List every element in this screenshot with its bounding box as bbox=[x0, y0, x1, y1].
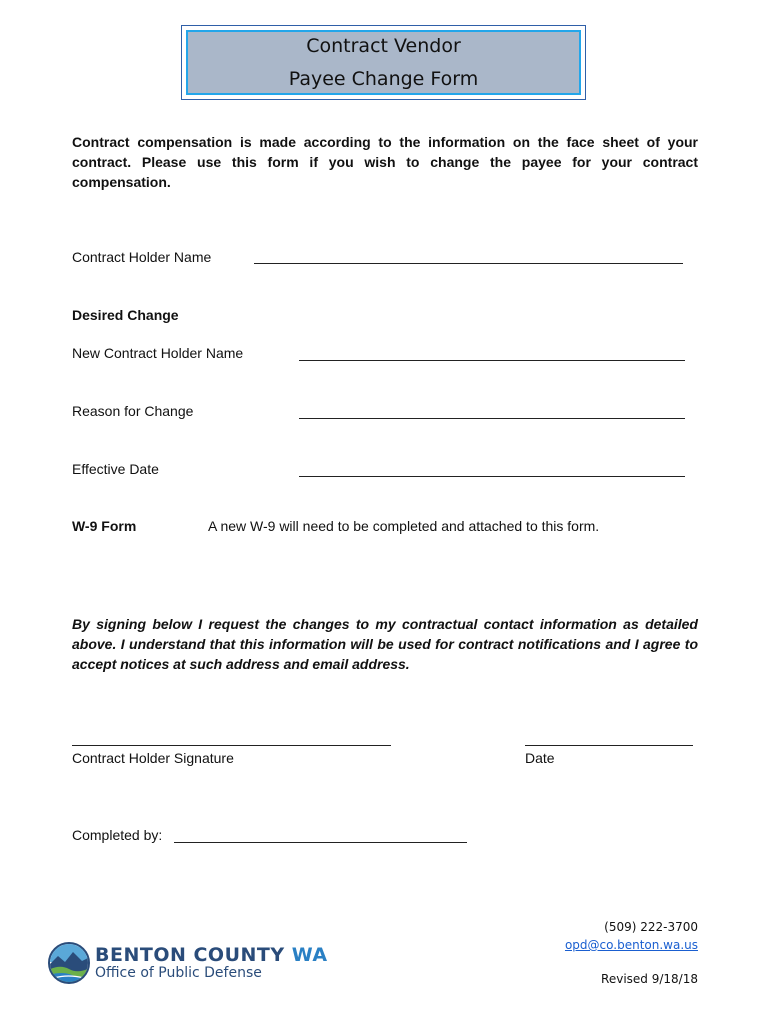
phone-number: (509) 222-3700 bbox=[604, 920, 698, 934]
revised-date: Revised 9/18/18 bbox=[601, 972, 698, 986]
contract-holder-signature-field[interactable] bbox=[72, 745, 391, 746]
logo-office-name: Office of Public Defense bbox=[95, 965, 262, 981]
email-link[interactable]: opd@co.benton.wa.us bbox=[564, 938, 698, 952]
logo-state-abbrev: WA bbox=[291, 944, 328, 966]
contract-holder-signature-label: Contract Holder Signature bbox=[72, 750, 234, 766]
form-title-line-1: Contract Vendor bbox=[306, 34, 461, 57]
new-contract-holder-name-field[interactable] bbox=[299, 360, 685, 361]
desired-change-heading: Desired Change bbox=[72, 307, 179, 323]
signing-statement: By signing below I request the changes to my contractual contact information as detailed above. I understand that this information will be used for contract notifications and I agree to accept notices at such address and email address. bbox=[72, 616, 698, 672]
effective-date-label: Effective Date bbox=[72, 461, 159, 477]
contract-holder-name-field[interactable] bbox=[254, 263, 683, 264]
benton-county-seal-icon bbox=[48, 942, 90, 984]
w9-form-text: A new W-9 will need to be completed and attached to this form. bbox=[208, 518, 600, 534]
w9-form-label: W-9 Form bbox=[72, 518, 137, 534]
new-contract-holder-name-label: New Contract Holder Name bbox=[72, 345, 244, 361]
reason-for-change-label: Reason for Change bbox=[72, 403, 194, 419]
completed-by-field[interactable] bbox=[174, 842, 467, 843]
intro-paragraph: Contract compensation is made according to the information on the face sheet of your contract. Please use this form if you wish to change the payee for your contract compensation. bbox=[72, 134, 698, 190]
title-frame bbox=[181, 25, 586, 100]
date-label: Date bbox=[525, 750, 555, 766]
logo-county-name-main: BENTON COUNTY bbox=[95, 944, 285, 966]
form-title bbox=[186, 30, 581, 95]
completed-by-label: Completed by: bbox=[72, 827, 163, 843]
reason-for-change-field[interactable] bbox=[299, 418, 685, 419]
date-field[interactable] bbox=[525, 745, 693, 746]
contract-holder-name-label: Contract Holder Name bbox=[72, 249, 212, 265]
form-title-line-2: Payee Change Form bbox=[288, 67, 479, 90]
logo-county-name bbox=[95, 944, 328, 966]
effective-date-field[interactable] bbox=[299, 476, 685, 477]
